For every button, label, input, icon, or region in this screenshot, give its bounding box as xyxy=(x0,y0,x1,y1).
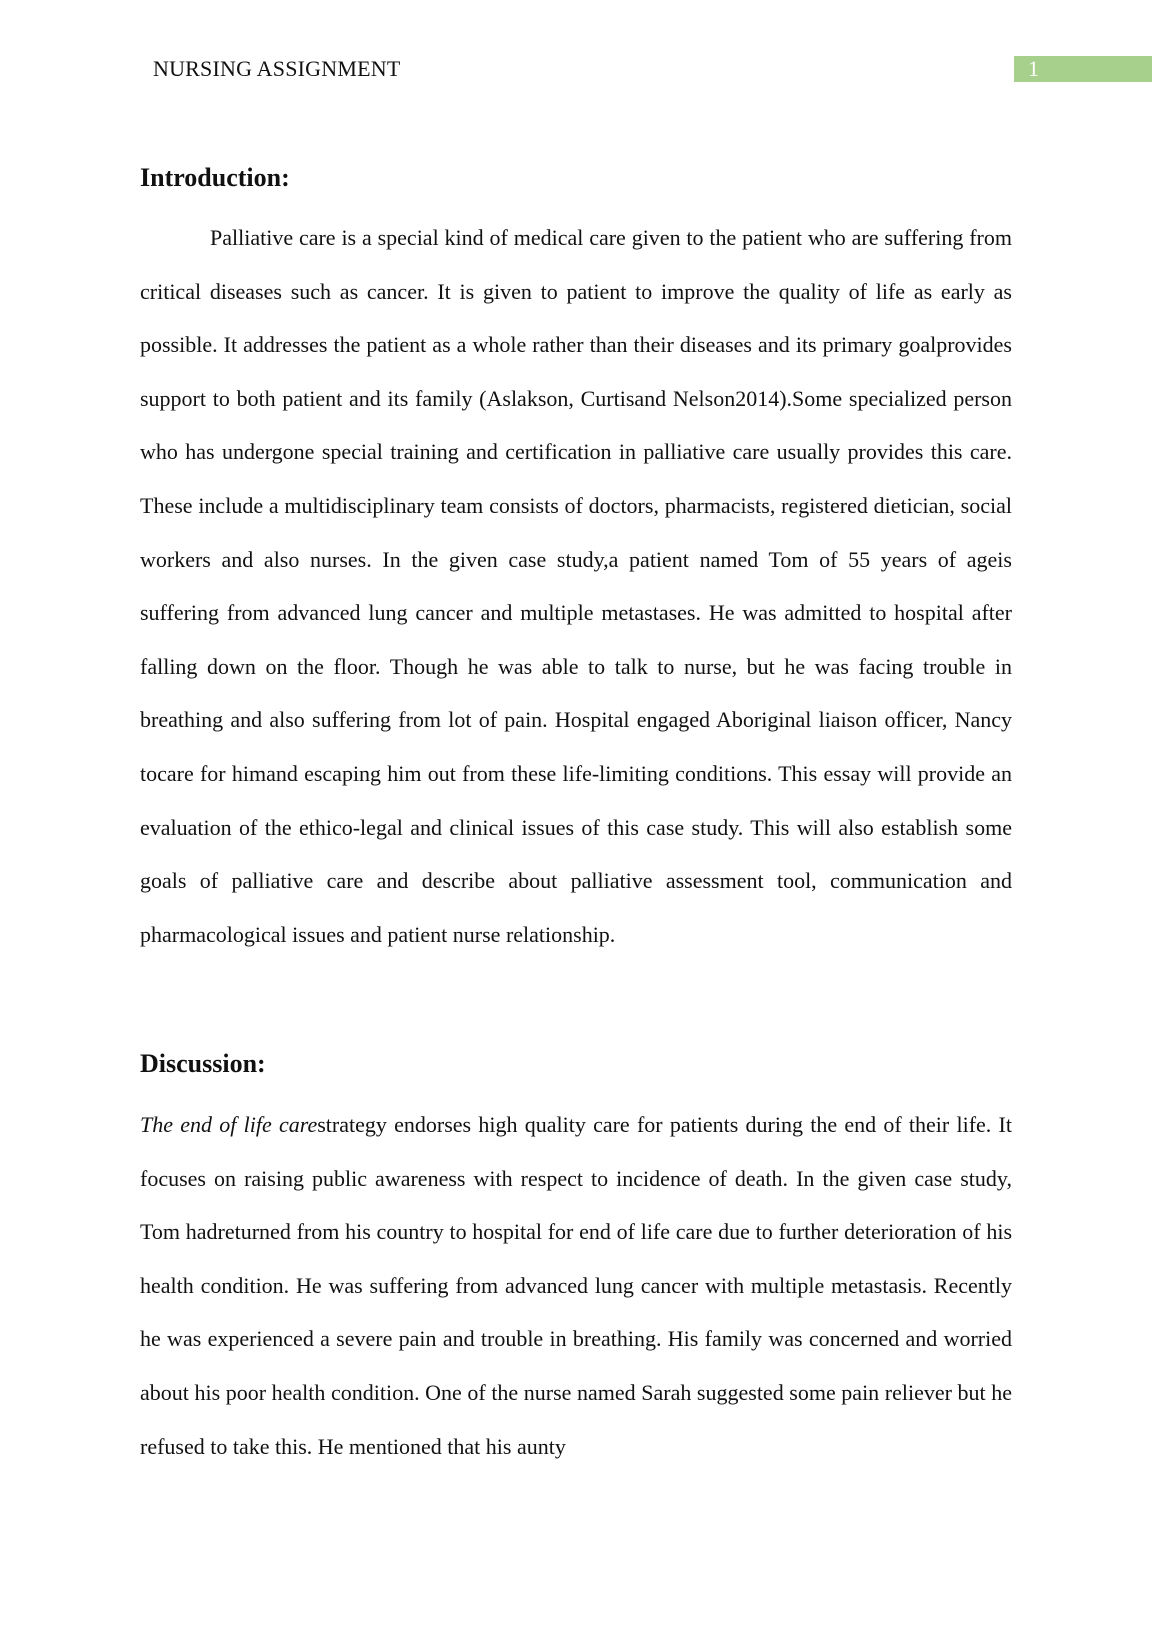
introduction-heading: Introduction: xyxy=(140,163,290,192)
running-header-title: NURSING ASSIGNMENT xyxy=(153,56,401,81)
page-number-badge: 1 xyxy=(1014,56,1152,82)
discussion-paragraph xyxy=(140,1098,1012,1473)
discussion-heading: Discussion: xyxy=(140,1049,266,1078)
discussion-italic-lead: The end of life care xyxy=(140,1112,318,1137)
discussion-paragraph-text: strategy endorses high quality care for patients during the end of their life. It focuses on raising public awareness with respect to incidence of death. In the given case study, Tom hadreturned from his country to hospital for end of life care due to further deterioration of his health condition. He was suffering from advanced lung cancer with multiple metastasis. Recently he was experienced a severe pain and trouble in breathing. His family was concerned and worried about his poor health condition. One of the nurse named Sarah suggested some pain reliever but he refused to take this. He mentioned that his aunty xyxy=(140,1112,1012,1459)
introduction-paragraph: Palliative care is a special kind of medical care given to the patient who are suffering from critical diseases such as cancer. It is given to patient to improve the quality of life as early as possible. It addresses the patient as a whole rather than their diseases and its primary goalprovides support to both patient and its family (Aslakson, Curtisand Nelson2014).Some specialized person who has undergone special training and certification in palliative care usually provides this care. These include a multidisciplinary team consists of doctors, pharmacists, registered dietician, social workers and also nurses. In the given case study,a patient named Tom of 55 years of ageis suffering from advanced lung cancer and multiple metastases. He was admitted to hospital after falling down on the floor. Though he was able to talk to nurse, but he was facing trouble in breathing and also suffering from lot of pain. Hospital engaged Aboriginal liaison officer, Nancy tocare for himand escaping him out from these life-limiting conditions. This essay will provide an evaluation of the ethico-legal and clinical issues of this case study. This will also establish some goals of palliative care and describe about palliative assessment tool, communication and pharmacological issues and patient nurse relationship. xyxy=(140,225,1012,947)
